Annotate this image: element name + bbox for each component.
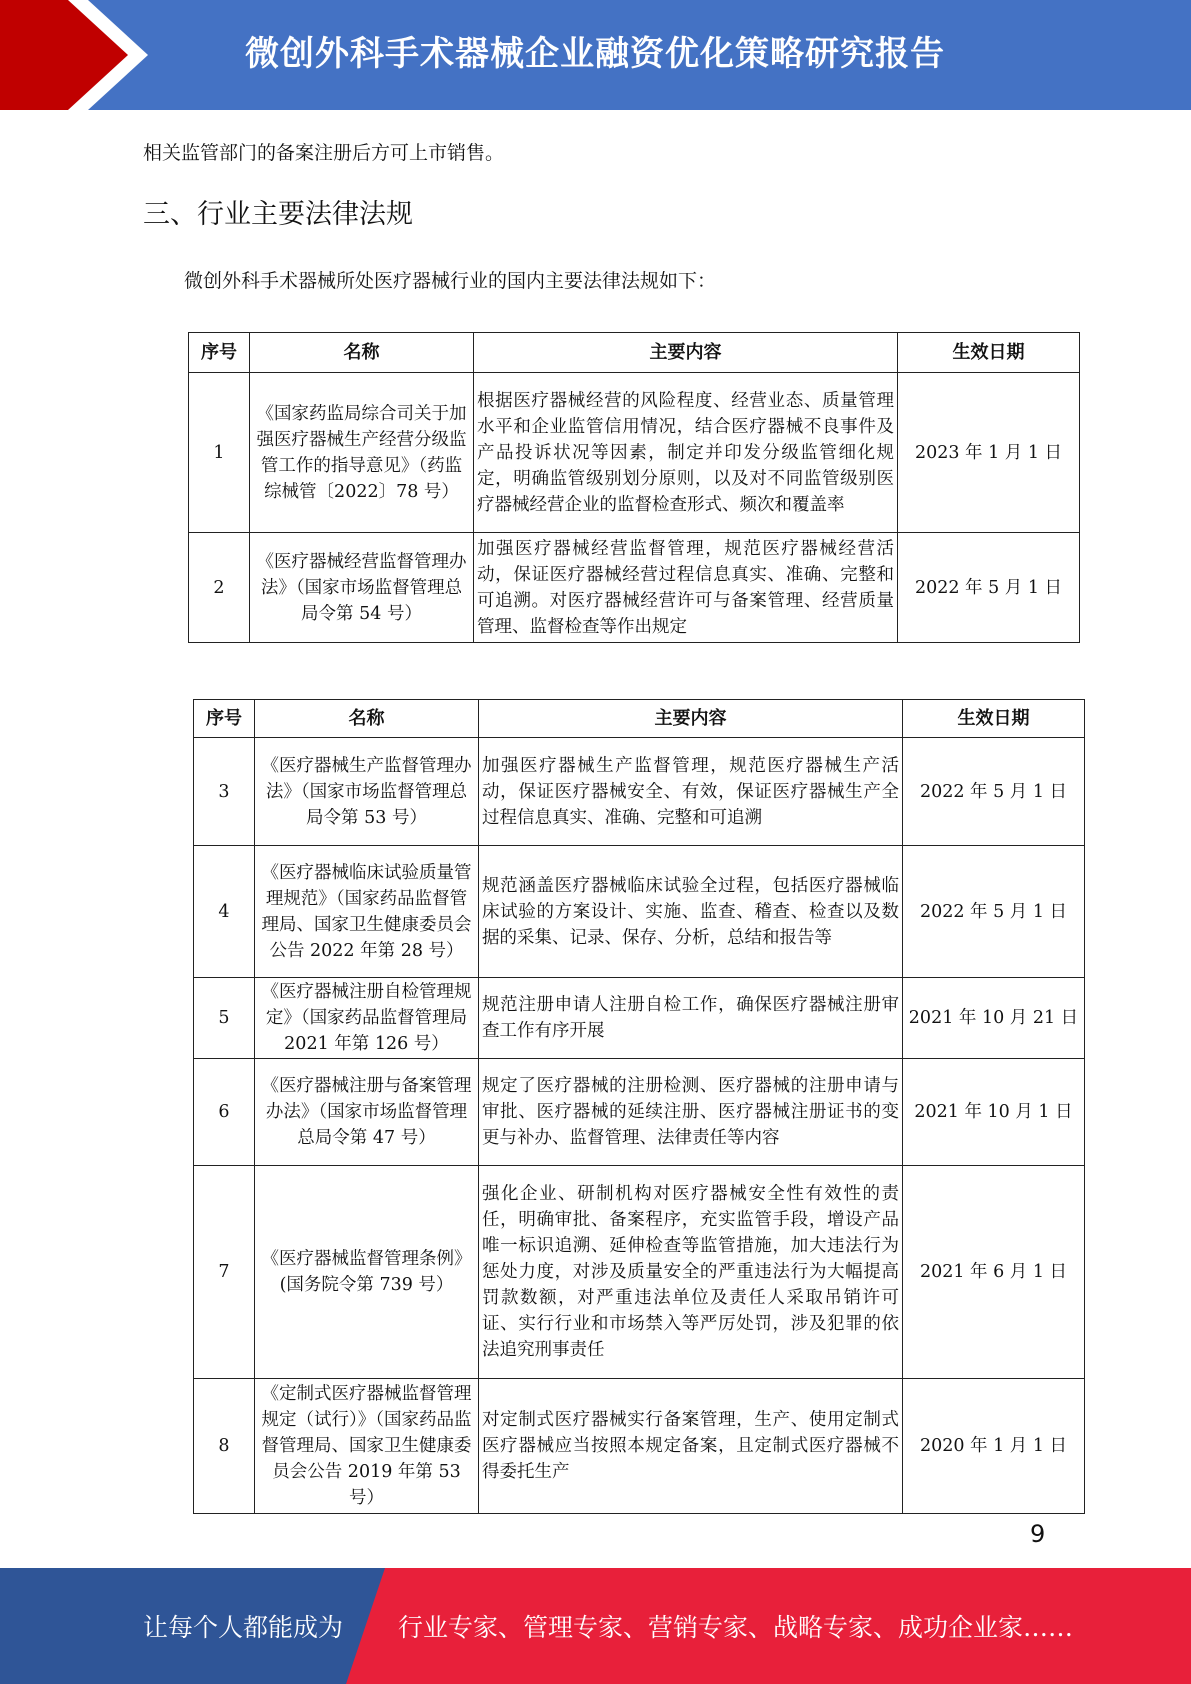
- column-header-no: 序号: [194, 700, 255, 738]
- table-header-row: [194, 700, 1085, 738]
- regulation-content: 对定制式医疗器械实行备案管理，生产、使用定制式医疗器械应当按照本规定备案，且定制式医疗器械不得委托生产: [479, 1379, 903, 1514]
- row-number: 2: [189, 533, 250, 643]
- regulation-content: 加强医疗器械经营监督管理，规范医疗器械经营活动，保证医疗器械经营过程信息真实、准确、完整和可追溯。对医疗器械经营许可与备案管理、经营质量管理、监督检查等作出规定: [474, 533, 898, 643]
- regulation-name: 《国家药监局综合司关于加强医疗器械生产经营分级监管工作的指导意见》（药监综械管〔2022〕78 号）: [250, 373, 474, 533]
- regulation-content: 规范注册申请人注册自检工作，确保医疗器械注册审查工作有序开展: [479, 978, 903, 1059]
- regulation-name: 《医疗器械临床试验质量管理规范》（国家药品监督管理局、国家卫生健康委员会公告 2022 年第 28 号）: [255, 846, 479, 978]
- effective-date: 2021 年 6 月 1 日: [903, 1166, 1085, 1379]
- table-row: [194, 978, 1085, 1059]
- effective-date: 2021 年 10 月 1 日: [903, 1059, 1085, 1166]
- table-row: [194, 1379, 1085, 1514]
- regulation-content: 规定了医疗器械的注册检测、医疗器械的注册申请与审批、医疗器械的延续注册、医疗器械注册证书的变更与补办、监督管理、法律责任等内容: [479, 1059, 903, 1166]
- row-number: 6: [194, 1059, 255, 1166]
- page-number: 9: [1030, 1520, 1046, 1548]
- intro-line: 相关监管部门的备案注册后方可上市销售。: [143, 142, 505, 164]
- section-heading: 三、行业主要法律法规: [143, 199, 413, 230]
- regulation-name: 《医疗器械经营监督管理办法》（国家市场监督管理总局令第 54 号）: [250, 533, 474, 643]
- regulation-name: 《医疗器械生产监督管理办法》（国家市场监督管理总局令第 53 号）: [255, 738, 479, 846]
- report-title: 微创外科手术器械企业融资优化策略研究报告: [245, 34, 945, 74]
- row-number: 1: [189, 373, 250, 533]
- column-header-date: 生效日期: [898, 333, 1080, 373]
- column-header-date: 生效日期: [903, 700, 1085, 738]
- regulation-content: 加强医疗器械生产监督管理，规范医疗器械生产活动，保证医疗器械安全、有效，保证医疗器械生产全过程信息真实、准确、完整和可追溯: [479, 738, 903, 846]
- effective-date: 2021 年 10 月 21 日: [903, 978, 1085, 1059]
- column-header-content: 主要内容: [474, 333, 898, 373]
- footer-slogan-right: 行业专家、管理专家、营销专家、战略专家、成功企业家……: [398, 1613, 1074, 1642]
- regulation-name: 《医疗器械监督管理条例》(国务院令第 739 号）: [255, 1166, 479, 1379]
- regulations-table-part-2: [193, 699, 1085, 1514]
- table-row: [194, 1166, 1085, 1379]
- effective-date: 2022 年 5 月 1 日: [898, 533, 1080, 643]
- column-header-name: 名称: [250, 333, 474, 373]
- row-number: 4: [194, 846, 255, 978]
- effective-date: 2023 年 1 月 1 日: [898, 373, 1080, 533]
- regulation-content: 根据医疗器械经营的风险程度、经营业态、质量管理水平和企业监管信用情况，结合医疗器械不良事件及产品投诉状况等因素，制定并印发分级监管细化规定，明确监管级别划分原则，以及对不同监管级别医疗器械经营企业的监督检查形式、频次和覆盖率: [474, 373, 898, 533]
- table-header-row: [189, 333, 1080, 373]
- regulation-name: 《定制式医疗器械监督管理规定（试行）》（国家药品监督管理局、国家卫生健康委员会公告 2019 年第 53 号）: [255, 1379, 479, 1514]
- regulations-table-part-1: [188, 332, 1080, 643]
- row-number: 8: [194, 1379, 255, 1514]
- effective-date: 2020 年 1 月 1 日: [903, 1379, 1085, 1514]
- effective-date: 2022 年 5 月 1 日: [903, 738, 1085, 846]
- row-number: 7: [194, 1166, 255, 1379]
- column-header-name: 名称: [255, 700, 479, 738]
- table-row: [194, 846, 1085, 978]
- table-row: [194, 1059, 1085, 1166]
- effective-date: 2022 年 5 月 1 日: [903, 846, 1085, 978]
- regulation-content: 规范涵盖医疗器械临床试验全过程，包括医疗器械临床试验的方案设计、实施、监查、稽查、检查以及数据的采集、记录、保存、分析，总结和报告等: [479, 846, 903, 978]
- table-row: [189, 533, 1080, 643]
- column-header-no: 序号: [189, 333, 250, 373]
- table-row: [194, 738, 1085, 846]
- regulation-name: 《医疗器械注册自检管理规定》（国家药品监督管理局2021 年第 126 号）: [255, 978, 479, 1059]
- column-header-content: 主要内容: [479, 700, 903, 738]
- lead-paragraph: 微创外科手术器械所处医疗器械行业的国内主要法律法规如下：: [184, 270, 717, 292]
- row-number: 3: [194, 738, 255, 846]
- footer-slogan-left: 让每个人都能成为: [143, 1613, 344, 1642]
- page-footer: [0, 1568, 1191, 1684]
- row-number: 5: [194, 978, 255, 1059]
- regulation-name: 《医疗器械注册与备案管理办法》（国家市场监督管理总局令第 47 号）: [255, 1059, 479, 1166]
- regulation-content: 强化企业、研制机构对医疗器械安全性有效性的责任，明确审批、备案程序，充实监管手段，增设产品唯一标识追溯、延伸检查等监管措施，加大违法行为惩处力度，对涉及质量安全的严重违法行为大幅提高罚款数额，对严重违法单位及责任人采取吊销许可证、实行行业和市场禁入等严厉处罚，涉及犯罪的依法追究刑事责任: [479, 1166, 903, 1379]
- page-header: [0, 0, 1191, 110]
- table-row: [189, 373, 1080, 533]
